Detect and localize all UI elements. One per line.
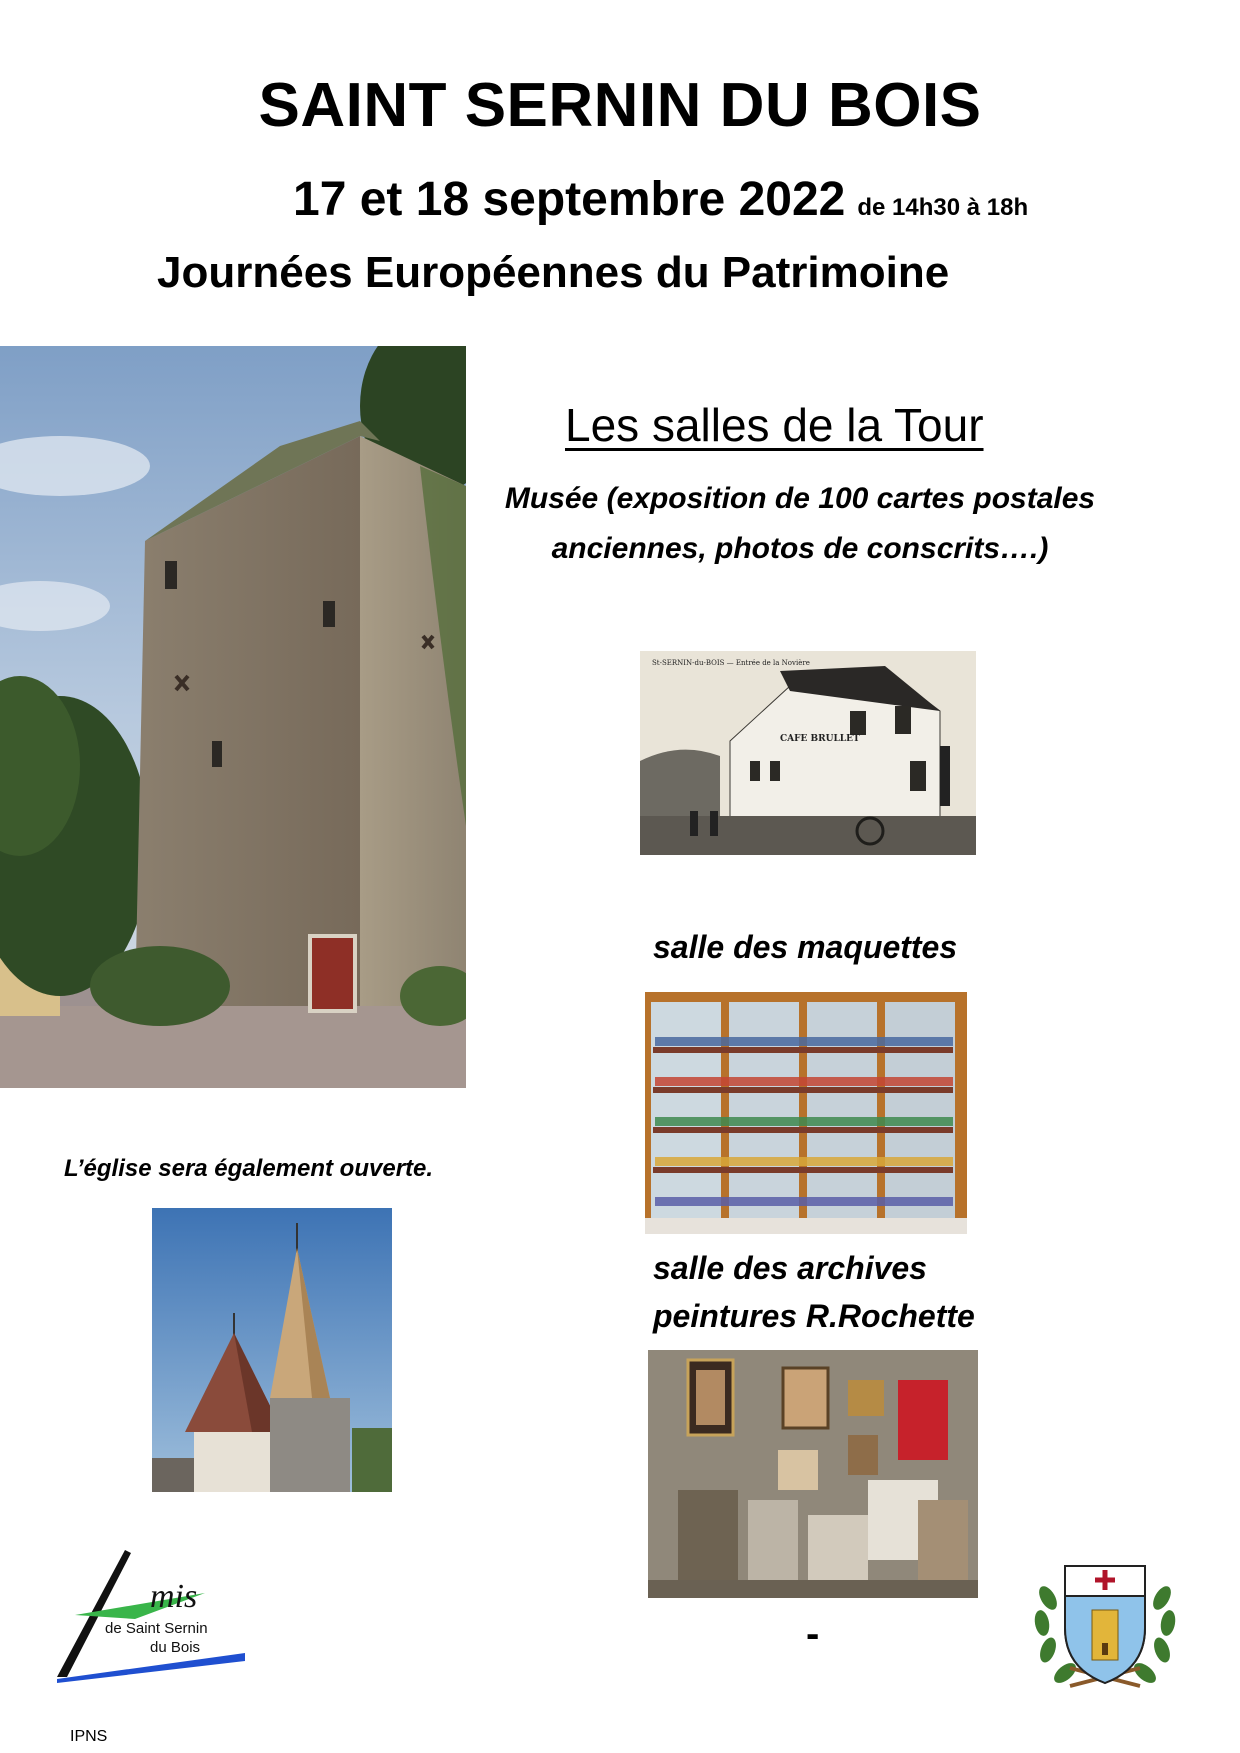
coat-of-arms <box>1030 1558 1180 1698</box>
caption-archives-2: peintures R.Rochette <box>653 1298 975 1334</box>
amis-logo <box>55 1545 260 1685</box>
archives-photo <box>648 1350 978 1598</box>
poster-title: SAINT SERNIN DU BOIS <box>258 71 982 140</box>
church-note: L’église sera également ouverte. <box>64 1155 434 1182</box>
postcard-sign: CAFE BRULLET <box>780 734 860 744</box>
hours-text: de 14h30 à 18h <box>857 194 1029 221</box>
maquettes-photo <box>645 992 967 1234</box>
logo-line-2: du Bois <box>150 1639 201 1656</box>
museum-description <box>470 474 1130 574</box>
museum-line-1: Musée (exposition de 100 cartes postales <box>504 482 1096 515</box>
postcard-photo <box>640 651 976 855</box>
church-photo <box>152 1208 392 1492</box>
section-title: Les salles de la Tour <box>565 399 984 451</box>
caption-archives-1: salle des archives <box>653 1250 927 1286</box>
dash-mark: - <box>806 1612 820 1656</box>
logo-word: mis <box>150 1578 198 1615</box>
footer-ipns: IPNS <box>70 1728 108 1745</box>
logo-line-1: de Saint Sernin <box>105 1620 208 1637</box>
dates-text: 17 et 18 septembre 2022 <box>293 173 846 226</box>
tower-photo <box>0 346 466 1088</box>
museum-line-2: anciennes, photos de conscrits….) <box>551 532 1049 565</box>
event-name: Journées Européennes du Patrimoine <box>157 248 950 297</box>
logo-blue-stroke <box>57 1653 245 1683</box>
postcard-header: St-SERNIN-du-BOIS — Entrée de la Novière <box>652 659 810 667</box>
caption-maquettes: salle des maquettes <box>653 929 958 965</box>
event-dates <box>293 172 1028 227</box>
